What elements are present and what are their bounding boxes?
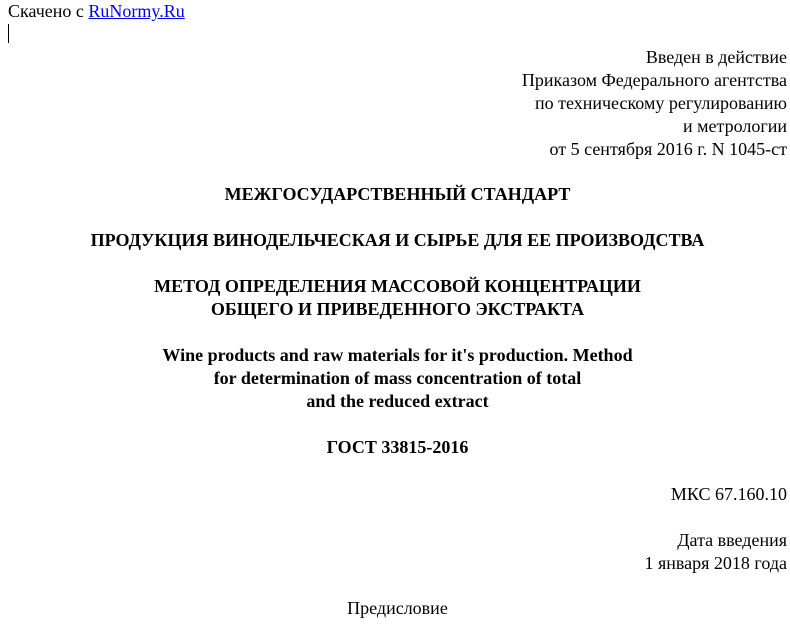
enactment-line: от 5 сентября 2016 г. N 1045-ст: [549, 139, 787, 159]
introduction-date-label: Дата введения: [677, 530, 787, 550]
enactment-line: и метрологии: [683, 116, 787, 136]
preface-heading: Предисловие: [347, 598, 448, 618]
english-title-line: and the reduced extract: [306, 391, 489, 411]
english-title-line: Wine products and raw materials for it's production. Method: [162, 345, 633, 365]
english-title: [0, 344, 790, 413]
source-prefix: Скачено с: [8, 1, 89, 21]
introduction-date-block: [644, 529, 787, 575]
mks-code: МКС 67.160.10: [670, 484, 787, 504]
product-text: ПРОДУКЦИЯ ВИНОДЕЛЬЧЕСКАЯ И СЫРЬЕ ДЛЯ ЕЕ ПРОИЗВОДСТВА: [90, 230, 705, 250]
product-heading: [0, 229, 790, 251]
enactment-line: по техническому регулированию: [534, 93, 787, 113]
runormy-link[interactable]: RuNormy.Ru: [88, 1, 185, 21]
gost-number: [0, 436, 790, 458]
method-heading: [0, 275, 790, 321]
gost-number-text: ГОСТ 33815-2016: [326, 437, 469, 457]
text-cursor: [8, 24, 9, 43]
method-line: МЕТОД ОПРЕДЕЛЕНИЯ МАССОВОЙ КОНЦЕНТРАЦИИ: [154, 276, 641, 296]
enactment-block: [522, 46, 787, 161]
standard-type-text: МЕЖГОСУДАРСТВЕННЫЙ СТАНДАРТ: [224, 184, 571, 204]
source-line: [8, 0, 185, 22]
enactment-line: Приказом Федерального агентства: [521, 70, 787, 90]
enactment-line: Введен в действие: [645, 47, 787, 67]
method-line: ОБЩЕГО И ПРИВЕДЕННОГО ЭКСТРАКТА: [210, 299, 585, 319]
standard-type-heading: [0, 183, 790, 205]
introduction-date-value: 1 января 2018 года: [644, 553, 787, 573]
english-title-line: for determination of mass concentration of total: [213, 368, 582, 388]
